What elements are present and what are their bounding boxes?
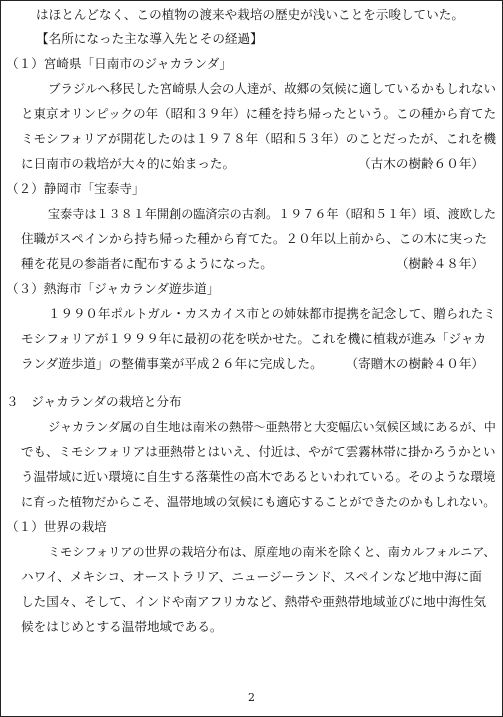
text-line: モシフォリアが１９９９年に最初の花を咲かせた。これを機に植栽が進み「ジャカ — [21, 331, 487, 346]
text-line: と東京オリンピックの年（昭和３９年）に種を持ち帰ったという。この種から育てた — [21, 106, 497, 121]
text-line: う温帯域に近い環境に自生する落葉性の高木であるといわれている。そのような環境 — [21, 469, 496, 484]
text-line: ミモシフォリアが開花したのは１９７８年（昭和５３年）のことだったが、これを機 — [21, 131, 496, 146]
text-line: はほとんどなく、この植物の渡来や栽培の歴史が浅いことを示唆していた。 — [36, 7, 464, 22]
text-line: した国々、そして、インドや南アフリカなど、熱帯や亜熱帯地域並びに地中海性気 — [21, 594, 487, 609]
text-line: 住職がスペインから持ち帰った種から育てた。２０年以上前から、この木に実った — [21, 231, 487, 246]
page-number: 2 — [248, 691, 255, 704]
age-note: （古木の樹齢６０年） — [358, 156, 484, 171]
item-heading: （１）世界の栽培 — [6, 519, 107, 534]
text-line: に育った植物だからこそ、温帯地域の気候にも適応することができたのかもしれない。 — [21, 495, 496, 509]
text-line: 種を花見の参詣者に配布するようになった。 — [21, 256, 273, 271]
text-line: に日南市の栽培が大々的に始まった。 — [21, 156, 236, 171]
text-line: ミモシフォリアの世界の栽培分布は、原産地の南米を除くと、南カルフォルニア、 — [48, 545, 496, 559]
text-line: 宝泰寺は１３８１年開創の臨済宗の古刹。１９７６年（昭和５１年）頃、渡欧した — [48, 207, 497, 221]
age-note: （樹齢４８年） — [395, 256, 484, 271]
age-note: （寄贈木の樹齢４０年） — [345, 356, 484, 371]
text-line: 候をはじめとする温帯地域である。 — [21, 619, 223, 634]
text-line: １９９０年ポルトガル・カスカイス市との姉妹都市提携を記念して、贈られたミ — [48, 306, 496, 321]
text-line: ジャカランダ属の自生地は南米の熱帯～亜熱帯と大変幅広い気候区域にあるが、中 — [48, 420, 496, 434]
section-heading: ３ ジャカランダの栽培と分布 — [6, 394, 182, 409]
item-heading: （２）静岡市「宝泰寺」 — [6, 181, 145, 196]
text-line: ランダ遊歩道」の整備事業が平成２６年に完成した。 — [21, 356, 323, 371]
item-heading: （１）宮崎県「日南市のジャカランダ」 — [6, 56, 232, 71]
text-line: ブラジルへ移民した宮崎県人会の人達が、故郷の気候に適しているかもしれない — [48, 81, 496, 96]
text-line: でも、ミモシフォリアは亜熱帯とはいえ、付近は、やがて雲霧林帯に掛かろうかとい — [21, 444, 496, 459]
text-line: ハワイ、メキシコ、オーストラリア、ニュージーランド、スペインなど地中海に面 — [21, 569, 482, 584]
item-heading: （３）熱海市「ジャカランダ遊歩道」 — [6, 281, 220, 296]
section-subheading: 【名所になった主な導入先とその経過】 — [36, 31, 263, 46]
